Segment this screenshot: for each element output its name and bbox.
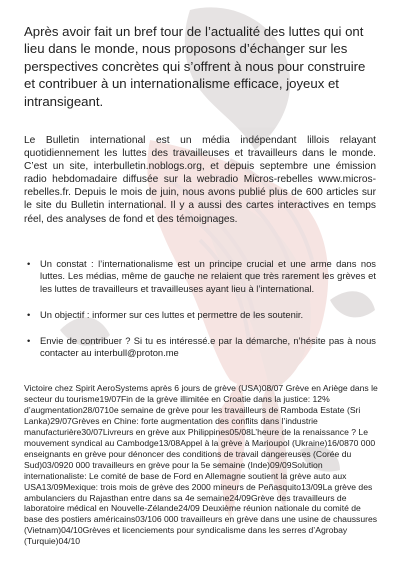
news-item[interactable]: Grèves en Chine: forte augmentation des conflits dans l’industrie manufacturière30/07 [24,415,318,437]
news-item[interactable]: Grève en Ariège dans le secteur du tourisme19/07 [24,383,378,404]
news-item[interactable]: 70 000 enseignants en grève pour dénoncer des conditions de travail dangereuses (Corée du Sud)03/09 [24,437,376,470]
news-item[interactable]: Victoire chez Spirit AeroSystems après 6 jours de grève (USA)08/07 [24,383,286,393]
bullet-item-contact [24,335,376,360]
bullet-text: Un objectif : informer sur ces luttes et permettre de les soutenir. [40,308,304,320]
news-ticker-paragraph [24,383,378,547]
bullet-dot: • [27,335,31,347]
news-item[interactable]: 20 000 travailleurs en grève pour la 5e semaine (Inde)09/09 [63,459,292,470]
bullet-text: Envie de contribuer ? Si tu es intéressé.e par la démarche, n’hésite pas à nous contacter au interbull@proton.me [40,335,376,359]
news-item[interactable]: Deuxième réunion nationale du comité de base des postiers américains03/10 [24,503,361,525]
news-item[interactable]: 6 000 travailleurs en grève dans une usine de chaussures (Vietnam)04/10 [24,514,378,536]
news-item[interactable]: Livreurs en grève aux Philippines05/08 [102,426,251,437]
bullet-item-objectif [24,309,376,321]
bullet-dot: • [27,308,31,320]
news-item[interactable]: La grève des ambulanciers du Rajasthan entre dans sa 4e semaine24/09 [24,481,373,503]
bulletin-description: Le Bulletin international est un média indépendant lillois relayant quotidiennement les luttes des travailleuses et travailleurs dans le monde. C’est un site, interbulletin.noblogs.org, et depuis septembre une émission radio hebdomadaire diffusée sur la webradio Micros-rebelles www.micros-rebelles.fr. Depuis le mois de juin, nous avons publié plus de 600 articles sur le site du Bulletin international. Il y a aussi des cartes interactives en temps réel, des analyses de fond et des témoignages. [24,135,376,225]
bullet-item-constat [24,258,376,295]
bullet-text: Un constat : l’internationalisme est un principe crucial et une arme dans nos luttes. Les médias, même de gauche ne relaient que très rarement les grèves et les luttes de travailleurs et travailleuses ayant lieu à l’international. [40,258,376,294]
news-item[interactable]: Grève des travailleurs de laboratoire médical en Nouvelle-Zélande24/09 [24,492,347,514]
news-item[interactable]: Grèves et licenciements pour syndicalisme dans les serres d’Agrobay (Turquie)04/10 [24,525,348,547]
news-item[interactable]: 10e semaine de grève pour les travailleurs de Ramboda Estate (Sri Lanka)29/07 [24,404,361,426]
news-item[interactable]: L’heure de la renaissance ? Le mouvement syndical au Cambodge13/08 [24,426,368,448]
bullet-list [24,258,376,374]
bullet-dot: • [27,258,31,269]
news-item[interactable]: Solution internationaliste: Le comité de base de Ford en Allemagne soutient la grève auto aux USA13/09 [24,459,347,492]
news-item[interactable]: Mexique: trois mois de grève des 2000 mineurs de Peñasquito13/09 [63,481,323,492]
news-item[interactable]: Fin de la grève illimitée en Croatie dans la justice: 12% d’augmentation28/07 [24,393,330,415]
news-item[interactable]: Appel à la grève à Marioupol (Ukraine)16/08 [180,437,349,448]
intro-paragraph: Après avoir fait un bref tour de l’actualité des luttes qui ont lieu dans le monde, nous proposons d’échanger sur les perspectives concrètes qui s’offrent à nous pour construire et contribuer à un internationalisme efficace, joyeux et intransigeant. [24,24,366,109]
